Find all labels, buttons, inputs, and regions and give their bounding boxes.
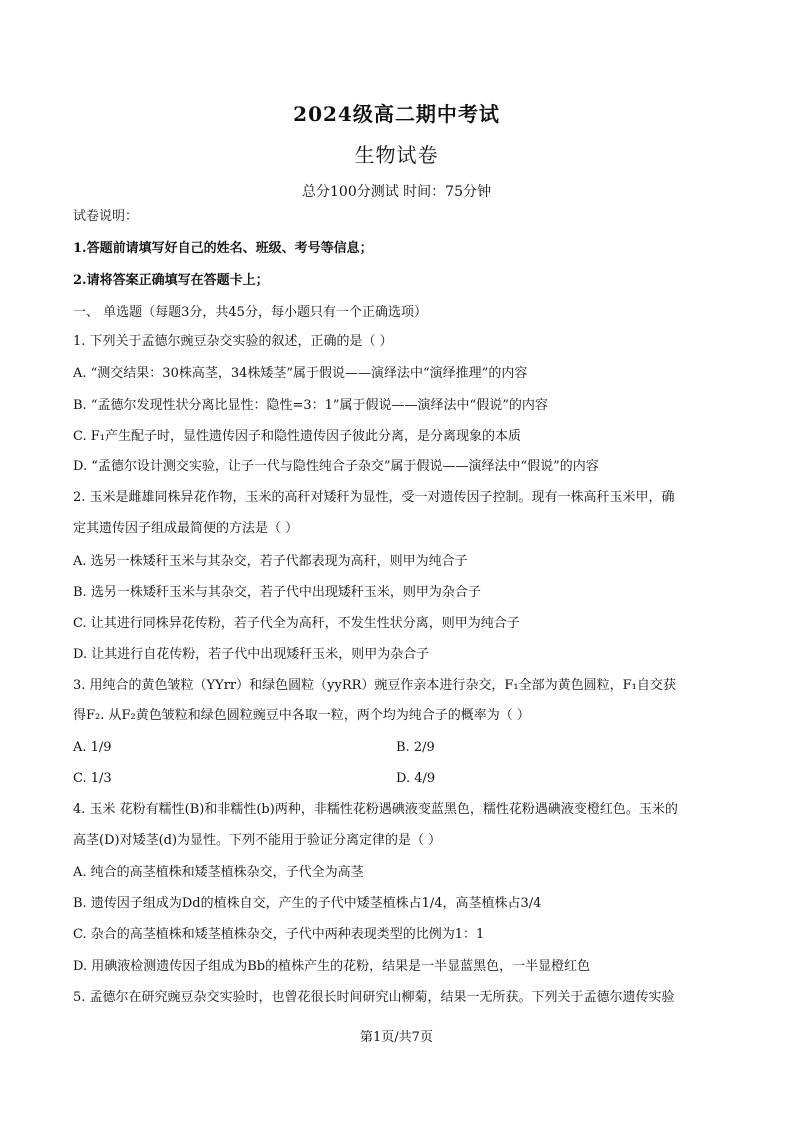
page-number: 第1页/共7页 bbox=[360, 1030, 433, 1045]
q1-option-c: C. F₁产生配子时，显性遗传因子和隐性遗传因子彼此分离，是分离现象的本质 bbox=[73, 429, 521, 444]
q2-option-a: A. 选另一株矮秆玉米与其杂交，若子代都表现为高秆，则甲为纯合子 bbox=[73, 554, 468, 569]
q1-option-d: D. “孟德尔设计测交实验，让子一代与隐性纯合子杂交”属于假说——演绎法中“假说”的内容 bbox=[73, 459, 599, 474]
q3-option-a: A. 1/9 bbox=[73, 740, 112, 755]
exam-info: 总分100分测试 时间：75分钟 bbox=[302, 184, 491, 200]
q2-option-b: B. 选另一株矮秆玉米与其杂交，若子代中出现矮秆玉米，则甲为杂合子 bbox=[73, 585, 481, 600]
section-heading: 一、 单选题（每题3分，共45分，每小题只有一个正确选项） bbox=[73, 305, 427, 320]
instruction-item-2: 2.请将答案正确填写在答题卡上； bbox=[73, 273, 269, 288]
instructions-heading: 试卷说明： bbox=[73, 209, 139, 224]
instruction-item-1: 1.答题前请填写好自己的姓名、班级、考号等信息； bbox=[73, 241, 373, 256]
q1-stem: 1. 下列关于孟德尔豌豆杂交实验的叙述，正确的是（ ） bbox=[73, 334, 393, 349]
q3-option-b: B. 2/9 bbox=[396, 740, 435, 755]
q3-stem-line2: 得F₂. 从F₂黄色皱粒和绿色圆粒豌豆中各取一粒，两个均为纯合子的概率为（ ） bbox=[73, 708, 530, 723]
q4-stem-line1: 4. 玉米 花粉有糯性(B)和非糯性(b)两种，非糯性花粉遇碘液变蓝黑色，糯性花粉遇碘液变橙红色。玉米的 bbox=[73, 802, 678, 817]
q3-option-d: D. 4/9 bbox=[396, 771, 436, 786]
q4-option-b: B. 遗传因子组成为Dd的植株自交，产生的子代中矮茎植株占1/4，高茎植株占3/4 bbox=[73, 896, 542, 911]
q4-stem-line2: 高茎(D)对矮茎(d)为显性。下列不能用于验证分离定律的是（ ） bbox=[73, 833, 442, 848]
q2-stem-line2: 定其遗传因子组成最简便的方法是（ ） bbox=[73, 521, 299, 536]
q1-option-a: A. “测交结果：30株高茎，34株矮茎”属于假说——演绎法中“演绎推理”的内容 bbox=[73, 366, 528, 381]
exam-subject: 生物试卷 bbox=[354, 143, 439, 167]
q3-option-c: C. 1/3 bbox=[73, 771, 112, 786]
q4-option-d: D. 用碘液检测遗传因子组成为Bb的植株产生的花粉，结果是一半显蓝黑色，一半显橙红色 bbox=[73, 959, 591, 974]
q3-stem-line1: 3. 用纯合的黄色皱粒（YYrr）和绿色圆粒（yyRR）豌豆作亲本进行杂交，F₁全部为黄色圆粒，F₁自交获 bbox=[73, 678, 676, 693]
q4-option-a: A. 纯合的高茎植株和矮茎植株杂交，子代全为高茎 bbox=[73, 865, 364, 880]
exam-title: 2024级高二期中考试 bbox=[293, 102, 500, 126]
q2-option-c: C. 让其进行同株异花传粉，若子代全为高秆，不发生性状分离，则甲为纯合子 bbox=[73, 616, 520, 631]
q4-option-c: C. 杂合的高茎植株和矮茎植株杂交，子代中两种表现类型的比例为1：1 bbox=[73, 927, 485, 942]
q1-option-b: B. “孟德尔发现性状分离比显性：隐性=3：1”属于假说——演绎法中“假说”的内容 bbox=[73, 398, 548, 413]
q5-stem-line1: 5. 孟德尔在研究豌豆杂交实验时，也曾花很长时间研究山柳菊，结果一无所获。下列关于孟德尔遗传实验 bbox=[73, 990, 675, 1005]
q2-stem-line1: 2. 玉米是雌雄同株异花作物，玉米的高秆对矮秆为显性，受一对遗传因子控制。现有一株高秆玉米甲，确 bbox=[73, 490, 675, 505]
q2-option-d: D. 让其进行自花传粉，若子代中出现矮秆玉米，则甲为杂合子 bbox=[73, 647, 430, 662]
